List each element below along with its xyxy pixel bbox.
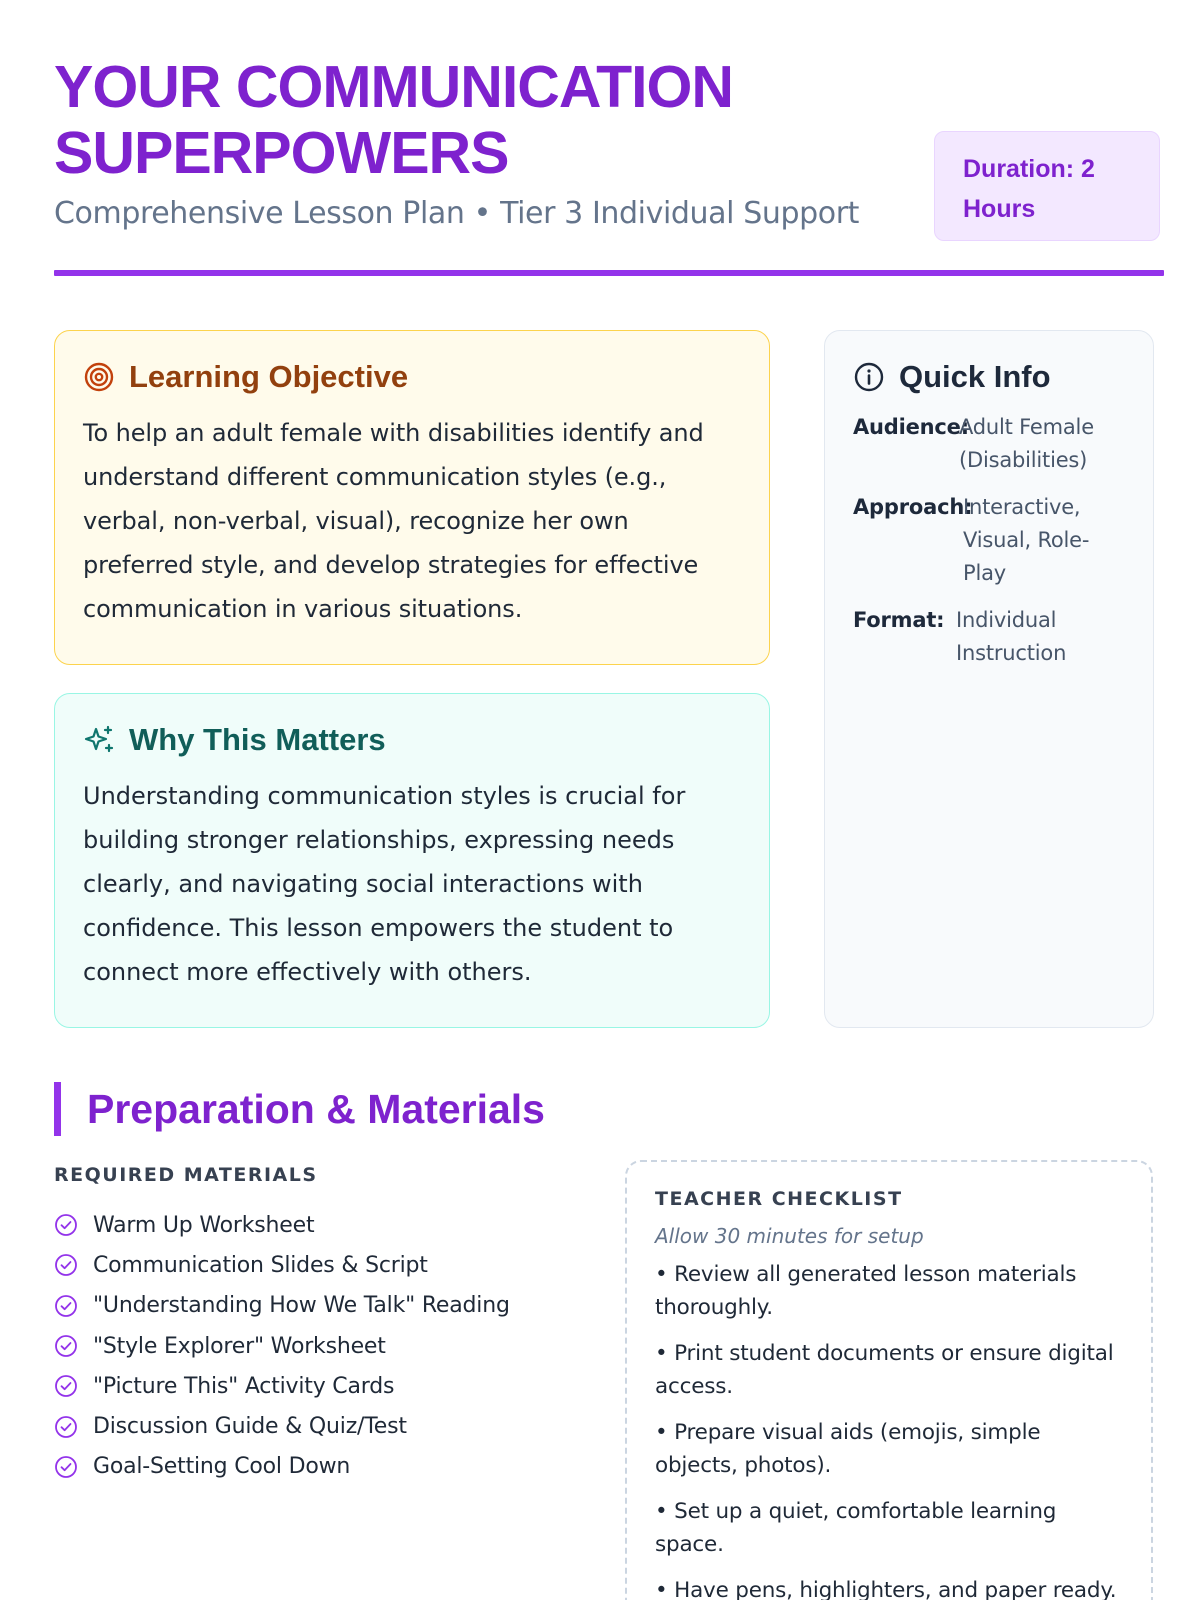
material-label: Goal-Setting Cool Down <box>93 1454 351 1480</box>
approach-value: Interactive, Visual, Role-Play <box>963 495 1090 585</box>
material-label: "Understanding How We Talk" Reading <box>93 1293 510 1319</box>
check-circle-icon <box>54 1415 78 1439</box>
learning-objective-text: To help an adult female with disabilities identify and understand different communication styles (e.g., verbal, non-verbal, visual), recognize her own preferred style, and develop strategies for effective communication in various situations. <box>83 419 704 623</box>
list-item <box>54 1447 510 1487</box>
list-item <box>54 1286 510 1326</box>
checklist-item: • Print student documents or ensure digital access. <box>655 1341 1114 1399</box>
check-circle-icon <box>54 1374 78 1398</box>
quick-info-format <box>853 604 1125 670</box>
check-circle-icon <box>54 1213 78 1237</box>
check-circle-icon <box>54 1455 78 1479</box>
checklist-item: • Have pens, highlighters, and paper ready. <box>655 1578 1117 1600</box>
check-circle-icon <box>54 1334 78 1358</box>
learning-objective-card <box>54 330 770 665</box>
preparation-section-title: Preparation & Materials <box>54 1082 545 1136</box>
why-this-matters-header <box>83 720 741 760</box>
sparkles-icon <box>83 724 115 756</box>
check-circle-icon <box>54 1294 78 1318</box>
material-label: "Style Explorer" Worksheet <box>93 1333 386 1359</box>
list-item <box>54 1326 510 1366</box>
page-subtitle: Comprehensive Lesson Plan • Tier 3 Individual Support <box>54 196 860 231</box>
list-item <box>54 1245 510 1285</box>
quick-info-approach <box>853 491 1125 590</box>
material-label: Communication Slides & Script <box>93 1252 428 1278</box>
format-label: Format: <box>853 608 945 632</box>
info-icon <box>853 361 885 393</box>
checklist-item: • Set up a quiet, comfortable learning space. <box>655 1499 1057 1557</box>
header-divider <box>54 270 1164 276</box>
learning-objective-header <box>83 357 741 397</box>
list-item <box>54 1366 510 1406</box>
required-materials-list <box>54 1205 510 1487</box>
audience-value: Adult Female (Disabilities) <box>959 415 1094 472</box>
checklist-item: • Review all generated lesson materials thoroughly. <box>655 1262 1077 1320</box>
material-label: Warm Up Worksheet <box>93 1212 315 1238</box>
why-this-matters-card <box>54 693 770 1028</box>
page-title: YOUR COMMUNICATION SUPERPOWERS <box>54 54 734 186</box>
setup-time-note: Allow 30 minutes for setup <box>655 1224 924 1248</box>
format-value: Individual Instruction <box>956 608 1067 665</box>
page-header <box>54 54 1146 276</box>
learning-objective-title: Learning Objective <box>129 359 409 394</box>
required-materials-heading: REQUIRED MATERIALS <box>54 1164 318 1186</box>
check-circle-icon <box>54 1253 78 1277</box>
list-item <box>54 1406 510 1446</box>
teacher-checklist-heading: TEACHER CHECKLIST <box>655 1188 903 1210</box>
quick-info-card <box>824 330 1154 1028</box>
quick-info-header <box>853 357 1125 397</box>
checklist-item: • Prepare visual aids (emojis, simple objects, photos). <box>655 1420 1041 1478</box>
teacher-checklist-list <box>655 1258 1123 1600</box>
approach-label: Approach: <box>853 495 973 519</box>
why-this-matters-text: Understanding communication styles is crucial for building stronger relationships, expressing needs clearly, and navigating social interactions with confidence. This lesson empowers the student to connect more effectively with others. <box>83 782 686 986</box>
teacher-checklist-card <box>625 1160 1153 1600</box>
target-icon <box>83 361 115 393</box>
material-label: "Picture This" Activity Cards <box>93 1373 395 1399</box>
duration-badge: Duration: 2 Hours <box>934 131 1160 241</box>
list-item <box>54 1205 510 1245</box>
why-this-matters-title: Why This Matters <box>129 722 386 757</box>
material-label: Discussion Guide & Quiz/Test <box>93 1414 407 1440</box>
audience-label: Audience: <box>853 415 969 439</box>
quick-info-audience <box>853 411 1125 477</box>
quick-info-title: Quick Info <box>899 359 1051 394</box>
